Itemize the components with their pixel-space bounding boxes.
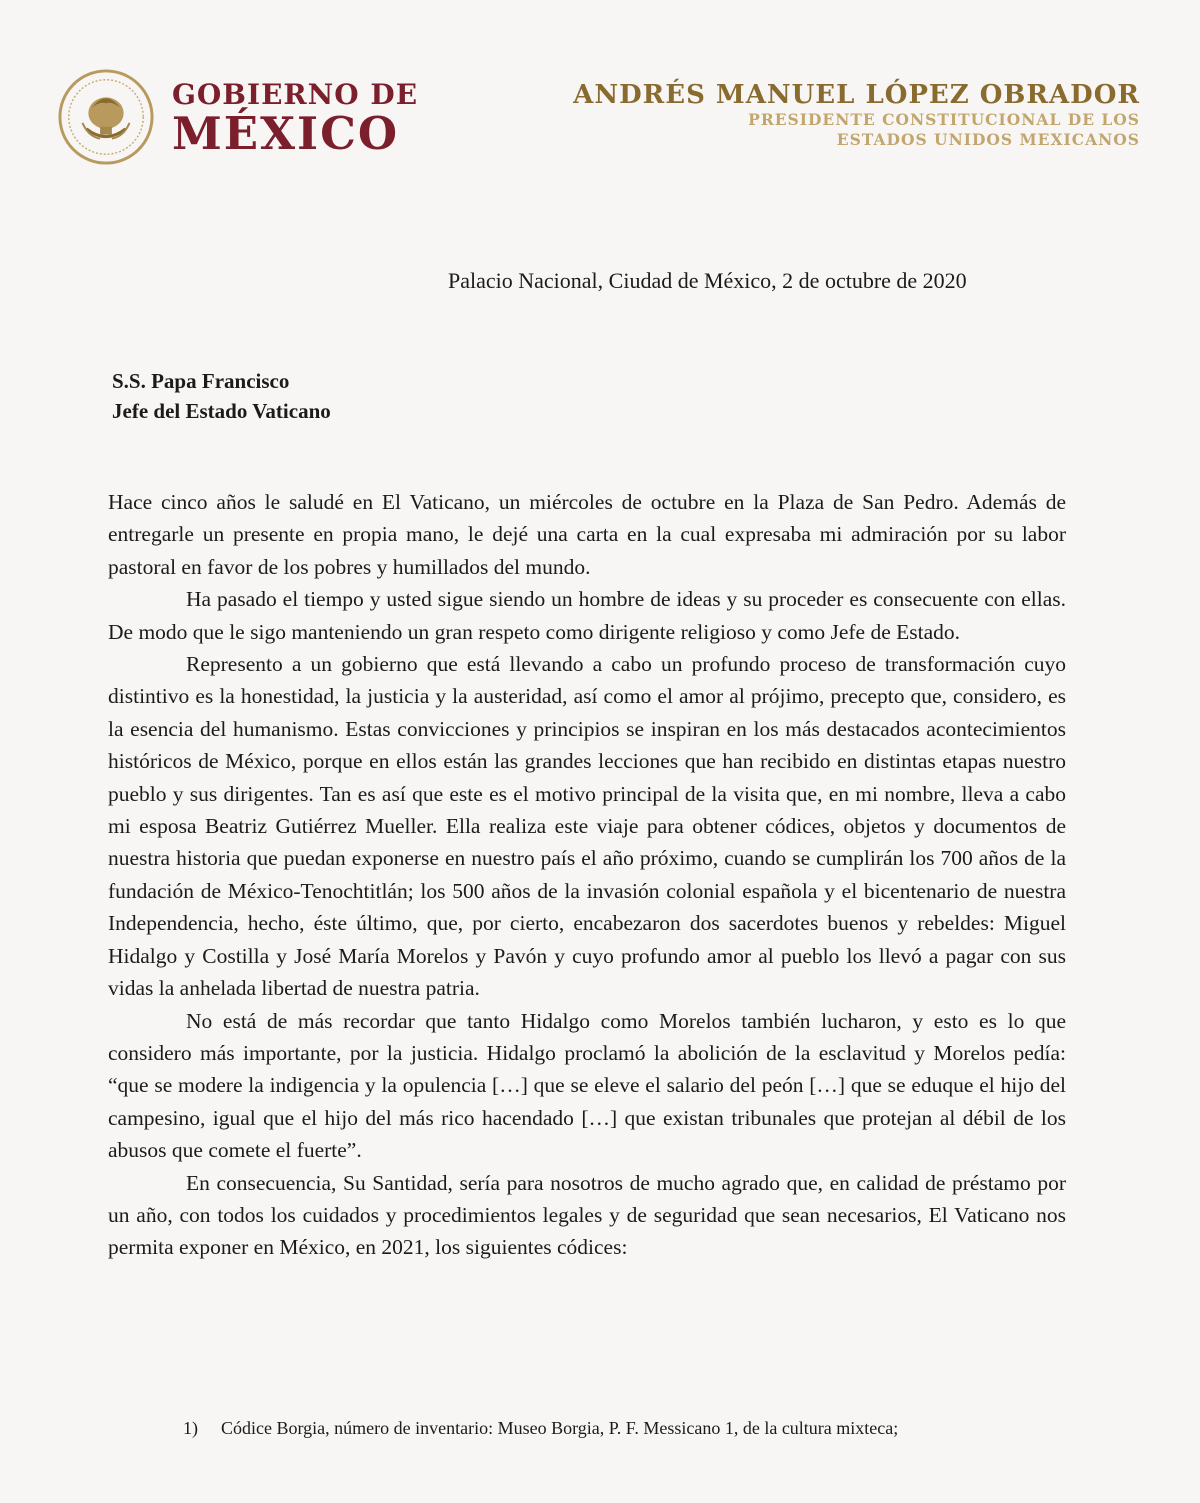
recipient-name: S.S. Papa Francisco [112,369,290,393]
list-item [183,1418,898,1439]
president-header [573,80,1140,150]
recipient-title: Jefe del Estado Vaticano [112,399,331,423]
recipient-block [112,366,331,426]
codex-list [183,1418,898,1439]
president-title-line1: PRESIDENTE CONSTITUCIONAL DE LOS [748,110,1140,129]
dateline: Palacio Nacional, Ciudad de México, 2 de octubre de 2020 [448,268,967,293]
paragraph-4: No está de más recordar que tanto Hidalgo como Morelos también lucharon, y esto es lo que considero más importante, por la justicia. Hidalgo proclamó la abolición de la esclavitud y Morelos pedía: “que se modere la indigencia y la opulencia […] que se eleve el salario del peón […] que se eduque el hijo del campesino, igual que el hijo del más rico hacendado […] que existan tribunales que protejan al débil de los abusos que comete el fuerte”. [108,1008,1066,1163]
mexico-coat-of-arms-seal-icon [57,68,155,166]
paragraph-3: Represento a un gobierno que está llevando a cabo un profundo proceso de transformación cuyo distintivo es la honestidad, la justicia y la austeridad, así como el amor al prójimo, precepto que, considero, es la esencia del humanismo. Estas convicciones y principios se inspiran en los más destacados acontecimientos históricos de México, porque en ellos están las grandes lecciones que han recibido en distintas etapas nuestro pueblo y sus dirigentes. Tan es así que este es el motivo principal de la visita que, en mi nombre, lleva a cabo mi esposa Beatriz Gutiérrez Mueller. Ella realiza este viaje para obtener códices, objetos y documentos de nuestra historia que puedan exponerse en nuestro país el año próximo, cuando se cumplirán los 700 años de la fundación de México-Tenochtitlán; los 500 años de la invasión colonial española y el bicentenario de nuestra Independencia, hecho, éste último, que, por cierto, encabezaron dos sacerdotes buenos y rebeldes: Miguel Hidalgo y Costilla y José María Morelos y Pavón y cuyo profundo amor al pueblo los llevó a pagar con sus vidas la anhelada libertad de nuestra patria. [108,652,1066,1001]
paragraph-2: Ha pasado el tiempo y usted sigue siendo un hombre de ideas y su proceder es consecuente con ellas. De modo que le sigo manteniendo un gran respeto como dirigente religioso y como Jefe de Estado. [108,587,1066,644]
list-item-text: Códice Borgia, número de inventario: Museo Borgia, P. F. Messicano 1, de la cultura mixteca; [221,1418,899,1438]
gov-line1: GOBIERNO DE [172,78,419,111]
paragraph-5: En consecuencia, Su Santidad, sería para nosotros de mucho agrado que, en calidad de préstamo por un año, con todos los cuidados y procedimientos legales y de seguridad que sean necesarios, El Vaticano nos permita exponer en México, en 2021, los siguientes códices: [108,1170,1066,1260]
gov-line2: MÉXICO [172,107,400,160]
paragraph-1: Hace cinco años le saludé en El Vaticano, un miércoles de octubre en la Plaza de San Pedro. Además de entregarle un presente en propia mano, le dejé una carta en la cual expresaba mi admiración por su labor pastoral en favor de los pobres y humillados del mundo. [108,490,1066,579]
list-item-number: 1) [183,1418,198,1438]
letter-body [108,486,1066,1264]
president-name: ANDRÉS MANUEL LÓPEZ OBRADOR [573,80,1140,110]
president-title-line2: ESTADOS UNIDOS MEXICANOS [836,130,1140,149]
government-logo-text [172,80,418,158]
